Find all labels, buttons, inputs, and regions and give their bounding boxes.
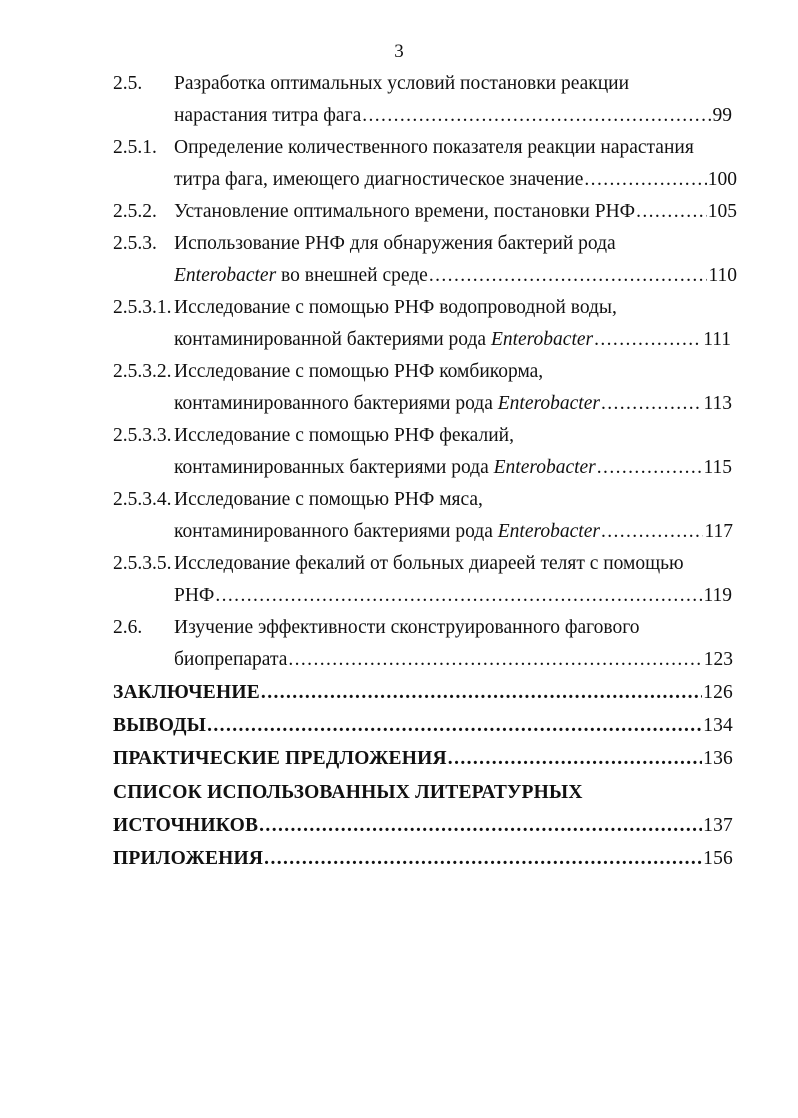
dot-leader xyxy=(264,847,702,871)
toc-section-title: ВЫВОДЫ xyxy=(113,715,207,736)
toc-entry-number: 2.5.3.4. xyxy=(113,489,172,510)
toc-entry-title: Исследование фекалий от больных диареей телят с помощью xyxy=(174,553,684,574)
toc-page-number: 115 xyxy=(703,457,732,478)
toc-entry-2-5-3-1-leader[interactable] xyxy=(174,328,731,352)
toc-page-number: 113 xyxy=(703,393,732,414)
toc-entry-title: Enterobacter во внешней среде xyxy=(174,265,428,286)
dot-leader xyxy=(207,714,702,738)
toc-entry-title: Исследование с помощью РНФ мяса, xyxy=(174,489,483,510)
toc-entry-title: титра фага, имеющего диагностическое значение xyxy=(174,169,584,190)
page-number: 3 xyxy=(394,41,404,62)
toc-entry-title: Исследование с помощью РНФ водопроводной воды, xyxy=(174,297,617,318)
toc-entry-2-5-3-3-leader[interactable] xyxy=(174,456,732,480)
toc-page-number: 110 xyxy=(708,265,737,286)
toc-entry-number: 2.5.1. xyxy=(113,137,157,158)
toc-entry-2-5-3 xyxy=(0,232,798,256)
toc-entry-2-6-leader[interactable] xyxy=(174,648,733,672)
toc-entry-2-5-3-4-leader[interactable] xyxy=(174,520,733,544)
toc-page-number: 137 xyxy=(703,815,733,836)
toc-section-conclusions[interactable] xyxy=(113,714,733,738)
toc-page-number: 105 xyxy=(707,201,737,222)
toc-section-appendices[interactable] xyxy=(113,847,733,871)
genus-name: Enterobacter xyxy=(174,265,277,286)
toc-entry-2-5-3-2-leader[interactable] xyxy=(174,392,732,416)
toc-page-number: 99 xyxy=(712,105,732,126)
toc-page-number: 119 xyxy=(703,585,732,606)
toc-entry-2-5-2[interactable] xyxy=(0,200,798,224)
dot-leader xyxy=(597,456,703,480)
toc-section-references-line1: СПИСОК ИСПОЛЬЗОВАННЫХ ЛИТЕРАТУРНЫХ xyxy=(113,782,583,803)
toc-section-title: ПРАКТИЧЕСКИЕ ПРЕДЛОЖЕНИЯ xyxy=(113,748,447,769)
genus-name: Enterobacter xyxy=(490,329,594,350)
toc-page-number: 117 xyxy=(704,521,733,542)
toc-entry-title: контаминированной бактериями рода Enterobacter xyxy=(174,329,594,350)
toc-entry-number: 2.5.3. xyxy=(113,233,157,254)
toc-entry-title: Изучение эффективности сконструированного фагового xyxy=(174,617,640,638)
toc-entry-2-5-2-leader xyxy=(174,200,737,224)
toc-entry-2-5-3-4 xyxy=(0,488,798,512)
toc-entry-title: Использование РНФ для обнаружения бактерий рода xyxy=(174,233,616,254)
dot-leader xyxy=(636,200,707,224)
toc-entry-title: Определение количественного показателя реакции нарастания xyxy=(174,137,694,158)
toc-entry-2-5-1 xyxy=(0,136,798,160)
dot-leader xyxy=(288,648,702,672)
genus-name: Enterobacter xyxy=(497,521,600,542)
dot-leader xyxy=(215,584,702,608)
toc-entry-title: Установление оптимального времени, постановки РНФ xyxy=(174,201,636,222)
toc-section-title: ЗАКЛЮЧЕНИЕ xyxy=(113,682,260,703)
toc-entry-2-5-3-5-leader[interactable] xyxy=(174,584,732,608)
toc-entry-title: Разработка оптимальных условий постановки реакции xyxy=(174,73,630,94)
toc-page-number: 111 xyxy=(703,329,731,350)
dot-leader xyxy=(584,168,706,192)
dot-leader xyxy=(261,681,702,705)
toc-section-conclusion[interactable] xyxy=(113,681,733,705)
toc-entry-2-5-1-leader[interactable] xyxy=(174,168,737,192)
genus-name: Enterobacter xyxy=(493,457,596,478)
toc-entry-number: 2.6. xyxy=(113,617,143,638)
toc-entry-2-6 xyxy=(0,616,798,640)
toc-entry-2-5-3-2 xyxy=(0,360,798,384)
dot-leader xyxy=(594,328,702,352)
toc-entry-title: РНФ xyxy=(174,585,215,606)
dot-leader xyxy=(362,104,711,128)
toc-entry-number: 2.5.2. xyxy=(113,201,157,222)
toc-entry-number: 2.5.3.2. xyxy=(113,361,172,382)
toc-section-references[interactable] xyxy=(113,814,733,838)
toc-page-number: 136 xyxy=(703,748,733,769)
toc-entry-title: контаминированных бактериями рода Enterobacter xyxy=(174,457,596,478)
toc-entry-title: биопрепарата xyxy=(174,649,288,670)
toc-entry-2-5 xyxy=(0,72,798,96)
toc-entry-number: 2.5.3.5. xyxy=(113,553,172,574)
toc-entry-2-5-leader[interactable] xyxy=(174,104,732,128)
toc-section-title: ИСТОЧНИКОВ xyxy=(113,815,259,836)
toc-entry-title: контаминированного бактериями рода Enterobacter xyxy=(174,521,600,542)
toc-entry-2-5-3-5 xyxy=(0,552,798,576)
toc-entry-2-5-3-1 xyxy=(0,296,798,320)
toc-page-number: 134 xyxy=(703,715,733,736)
toc-page-number: 156 xyxy=(703,848,733,869)
genus-name: Enterobacter xyxy=(497,393,600,414)
toc-entry-2-5-3-leader[interactable] xyxy=(174,264,737,288)
dot-leader xyxy=(259,814,702,838)
dot-leader xyxy=(448,747,702,771)
toc-entry-title: Исследование с помощью РНФ фекалий, xyxy=(174,425,514,446)
toc-page-number: 100 xyxy=(707,169,737,190)
toc-page-number: 126 xyxy=(703,682,733,703)
toc-entry-title: нарастания титра фага xyxy=(174,105,362,126)
toc-entry-number: 2.5. xyxy=(113,73,143,94)
toc-entry-2-5-3-3 xyxy=(0,424,798,448)
dot-leader xyxy=(601,392,703,416)
toc-entry-title: Исследование с помощью РНФ комбикорма, xyxy=(174,361,544,382)
toc-entry-number: 2.5.3.1. xyxy=(113,297,172,318)
toc-entry-title: контаминированного бактериями рода Enterobacter xyxy=(174,393,600,414)
toc-entry-number: 2.5.3.3. xyxy=(113,425,172,446)
dot-leader xyxy=(429,264,708,288)
toc-section-title: ПРИЛОЖЕНИЯ xyxy=(113,848,264,869)
toc-section-practical-proposals[interactable] xyxy=(113,747,733,771)
toc-page-number: 123 xyxy=(703,649,733,670)
dot-leader xyxy=(601,520,704,544)
